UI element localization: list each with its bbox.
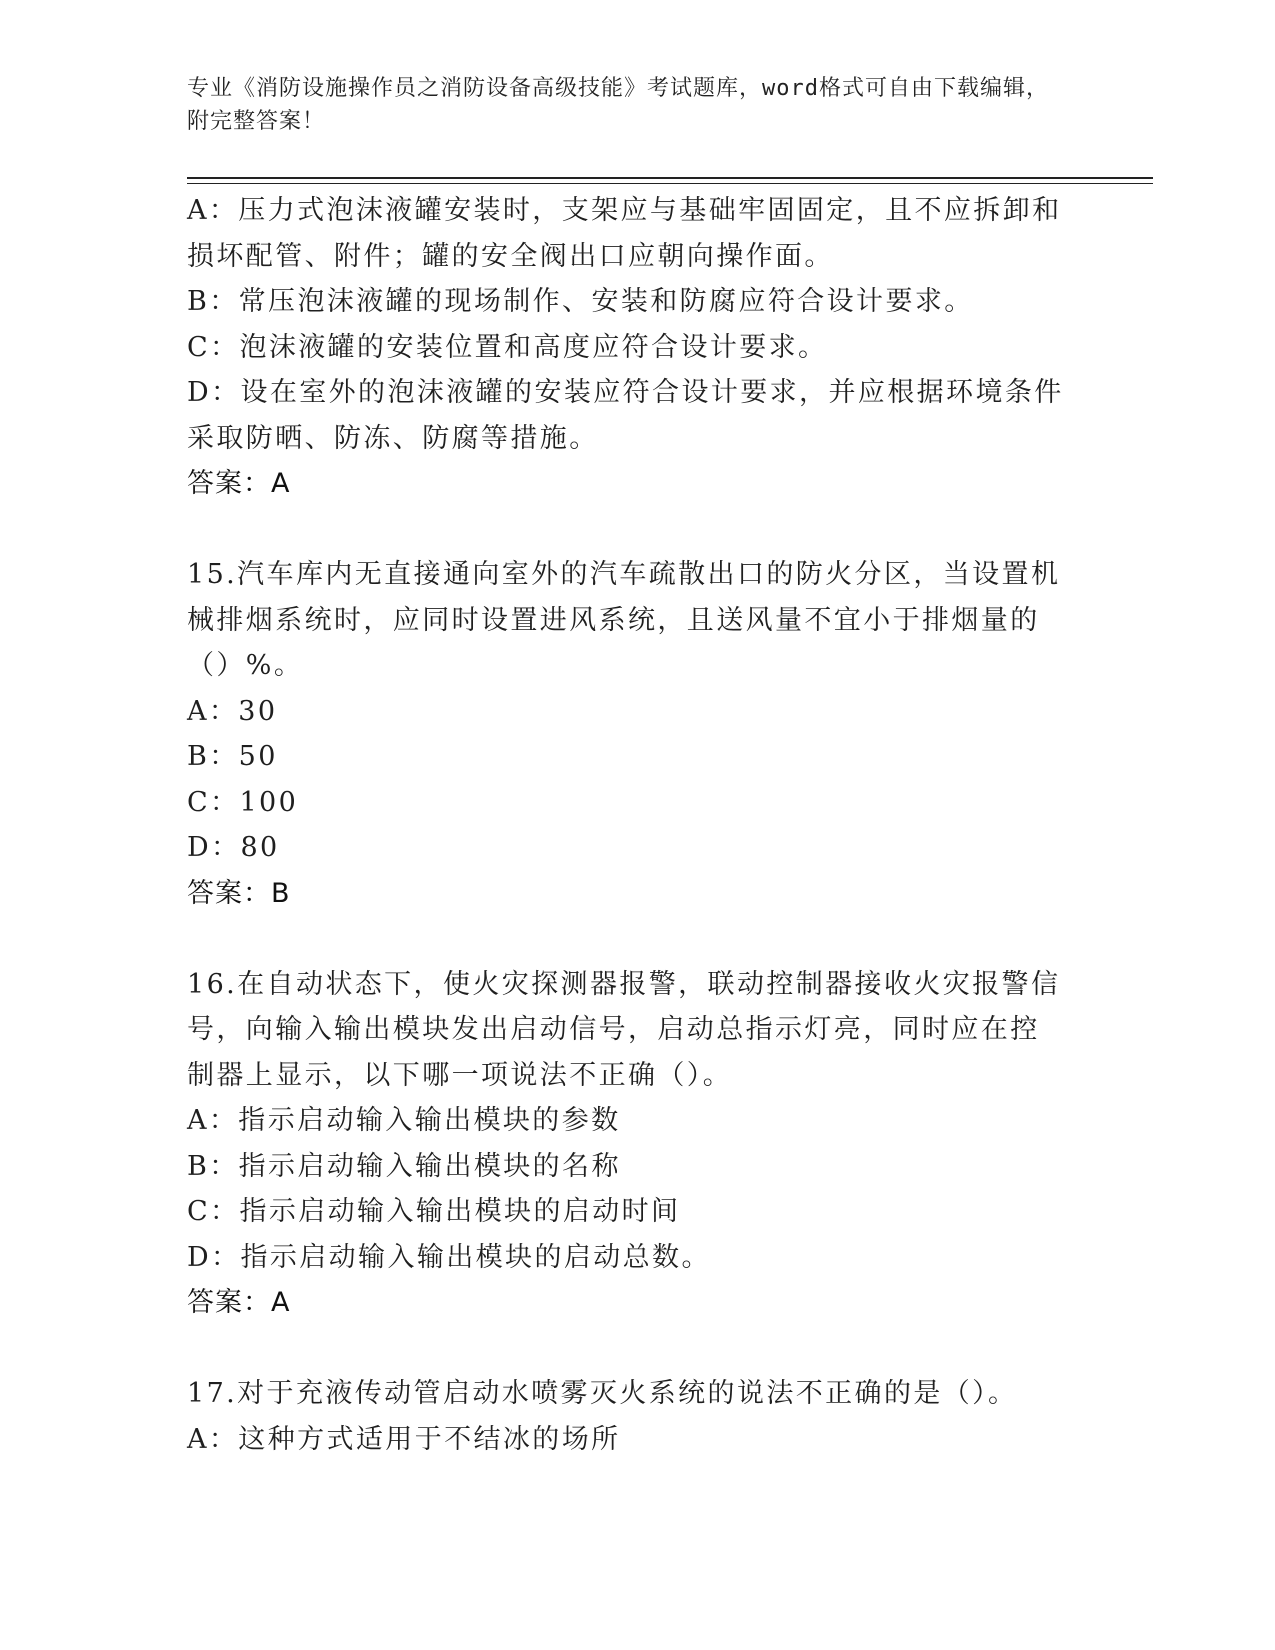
spacer: [187, 507, 1067, 553]
answer-label: 答案：A: [187, 468, 291, 499]
question-stem: 15.汽车库内无直接通向室外的汽车疏散出口的防火分区，当设置机械排烟系统时，应同时设置进风系统，且送风量不宜小于排烟量的（）%。: [187, 559, 1061, 681]
document-header: 专业《消防设施操作员之消防设备高级技能》考试题库，word格式可自由下载编辑，附完整答案！: [187, 76, 1049, 134]
answer-label: 答案：B: [187, 877, 291, 909]
question-stem: 16.在自动状态下，使火灾探测器报警，联动控制器接收火灾报警信号，向输入输出模块发出启动信号，启动总指示灯亮，同时应在控制器上显示，以下哪一项说法不正确（）。: [187, 968, 1061, 1091]
option-c: C：泡沫液罐的安装位置和高度应符合设计要求。: [187, 331, 828, 363]
option-a: A：30: [187, 695, 278, 727]
option-a: A：压力式泡沫液罐安装时，支架应与基础牢固固定，且不应拆卸和损坏配管、附件；罐的安全阀出口应朝向操作面。: [187, 195, 1062, 272]
option-d: D：设在室外的泡沫液罐的安装应符合设计要求，并应根据环境条件采取防晒、防冻、防腐等措施。: [187, 377, 1064, 454]
question-15: [187, 552, 1067, 916]
option-c: C：100: [187, 786, 299, 818]
option-d: D：80: [187, 832, 280, 863]
question-stem: 17.对于充液传动管启动水喷雾灭火系统的说法不正确的是（）。: [187, 1378, 1018, 1409]
spacer: [187, 916, 1067, 962]
question-17: [187, 1371, 1067, 1462]
option-a: A：指示启动输入输出模块的参数: [187, 1105, 621, 1136]
spacer: [187, 1326, 1067, 1372]
option-a: A：这种方式适用于不结冰的场所: [187, 1423, 621, 1455]
option-b: B：指示启动输入输出模块的名称: [187, 1150, 621, 1182]
question-16: [187, 962, 1067, 1326]
answer-label: 答案：A: [187, 1287, 291, 1318]
header-divider-thick: [187, 177, 1153, 179]
option-b: B：50: [187, 741, 278, 772]
option-c: C：指示启动输入输出模块的启动时间: [187, 1196, 681, 1227]
question-content: [187, 188, 1067, 1462]
previous-question-continuation: [187, 188, 1067, 507]
header-divider-thin: [187, 183, 1153, 184]
option-d: D：指示启动输入输出模块的启动总数。: [187, 1241, 711, 1273]
option-b: B：常压泡沫液罐的现场制作、安装和防腐应符合设计要求。: [187, 286, 974, 317]
